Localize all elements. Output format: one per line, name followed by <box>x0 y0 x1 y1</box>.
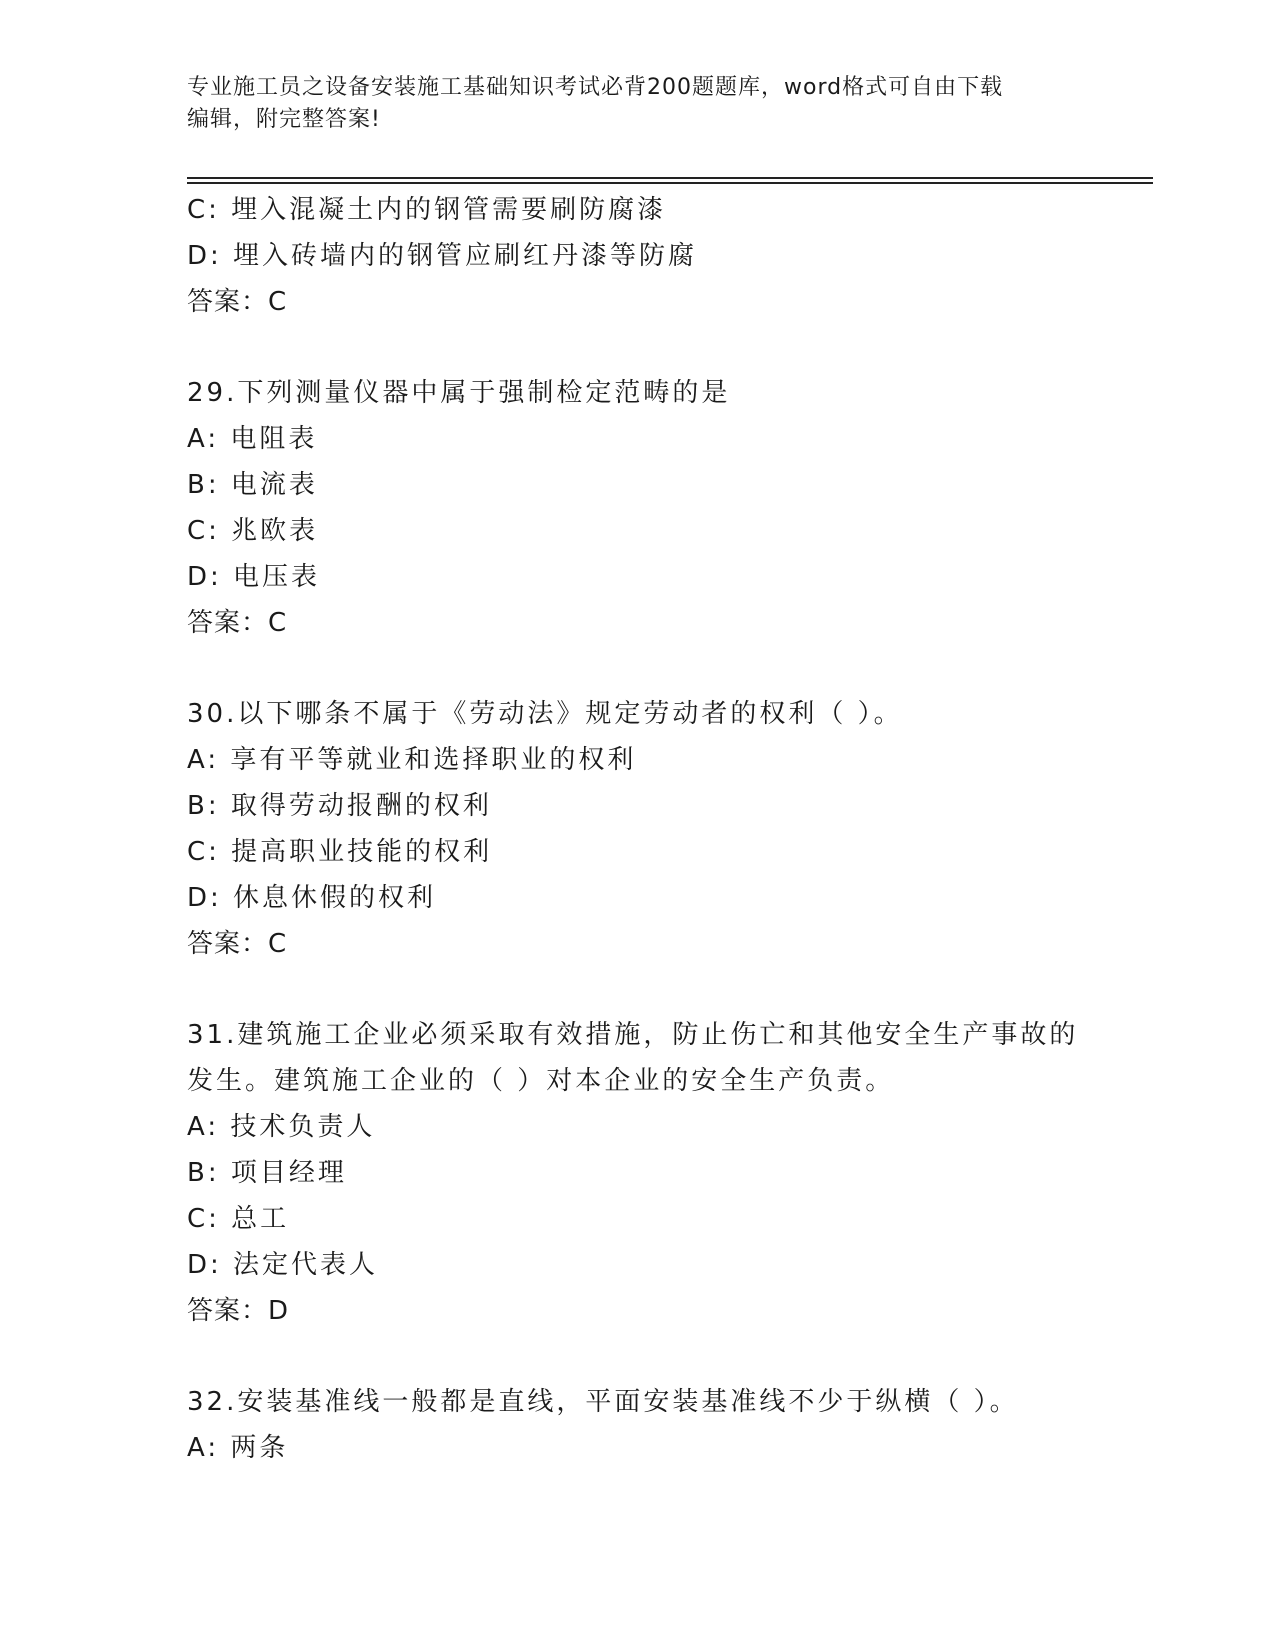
question-fragment <box>187 187 1153 325</box>
option-a: A: 技术负责人 <box>187 1112 376 1142</box>
header-title-line-2: 编辑，附完整答案! <box>187 107 381 132</box>
question-stem-line-1: 31.建筑施工企业必须采取有效措施，防止伤亡和其他安全生产事故的 <box>187 1020 1079 1050</box>
answer-line: 答案：C <box>187 929 288 959</box>
question-stem-line-2: 发生。建筑施工企业的（ ）对本企业的安全生产负责。 <box>187 1066 895 1096</box>
option-d: D: 埋入砖墙内的钢管应刷红丹漆等防腐 <box>187 241 698 271</box>
option-c: C: 埋入混凝土内的钢管需要刷防腐漆 <box>187 195 667 225</box>
document-header <box>187 72 1077 136</box>
option-d: D: 法定代表人 <box>187 1250 379 1280</box>
option-b: B: 取得劳动报酬的权利 <box>187 791 492 821</box>
header-title-line-1: 专业施工员之设备安装施工基础知识考试必背200题题库，word格式可自由下载 <box>187 75 1004 100</box>
question-stem: 30.以下哪条不属于《劳动法》规定劳动者的权利（ ）。 <box>187 699 903 729</box>
answer-line: 答案：C <box>187 608 288 638</box>
option-a: A: 电阻表 <box>187 424 318 454</box>
option-c: C: 提高职业技能的权利 <box>187 837 493 867</box>
answer-line: 答案：C <box>187 287 288 317</box>
question-list <box>187 187 1153 1471</box>
question-32 <box>187 1379 1153 1471</box>
question-stem: 32.安装基准线一般都是直线，平面安装基准线不少于纵横（ ）。 <box>187 1387 1019 1417</box>
option-b: B: 项目经理 <box>187 1158 347 1188</box>
option-a: A: 享有平等就业和选择职业的权利 <box>187 745 637 775</box>
question-stem: 29.下列测量仪器中属于强制检定范畴的是 <box>187 378 731 408</box>
option-c: C: 兆欧表 <box>187 516 319 546</box>
option-c: C: 总工 <box>187 1204 290 1234</box>
question-29 <box>187 370 1153 646</box>
option-b: B: 电流表 <box>187 470 318 500</box>
header-divider-bottom <box>187 182 1153 184</box>
option-d: D: 休息休假的权利 <box>187 883 437 913</box>
option-a: A: 两条 <box>187 1433 289 1463</box>
header-divider-top <box>187 177 1153 179</box>
option-d: D: 电压表 <box>187 562 321 592</box>
question-31 <box>187 1012 1153 1334</box>
question-30 <box>187 691 1153 967</box>
answer-line: 答案：D <box>187 1296 290 1326</box>
